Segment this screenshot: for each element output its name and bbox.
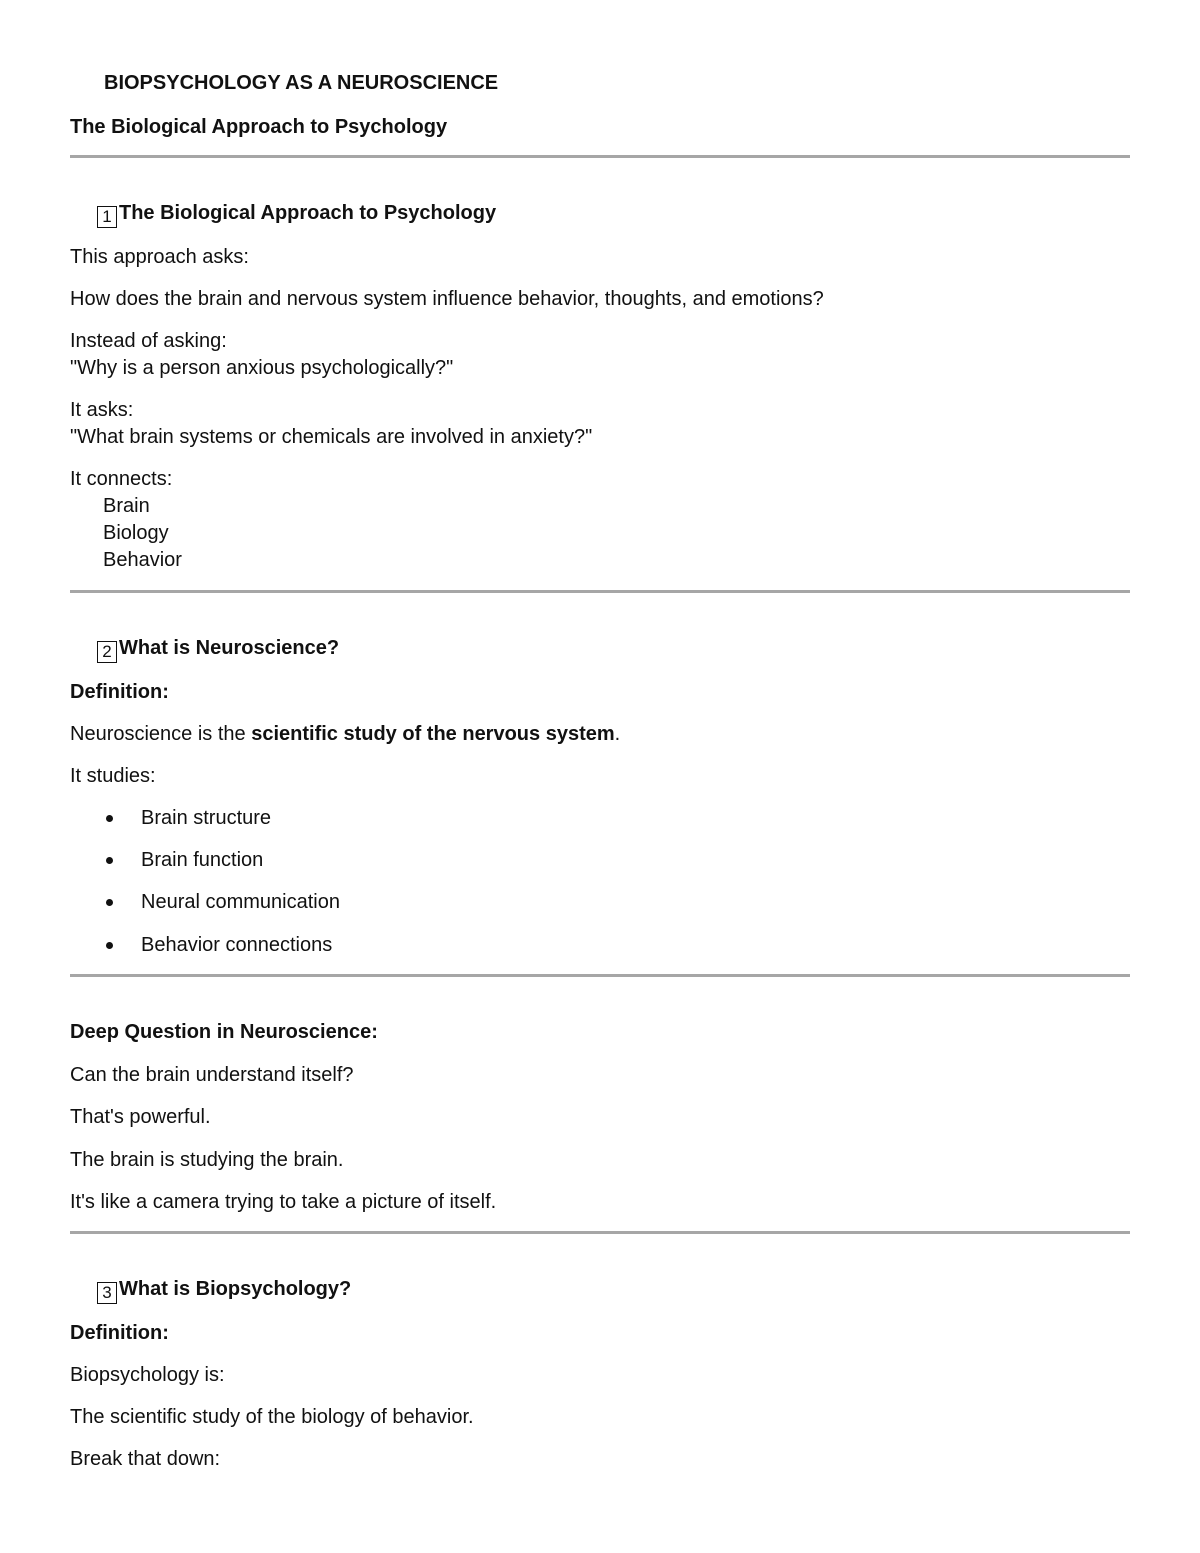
section-number-badge: 3 (97, 1282, 117, 1304)
list-item: Brain function (141, 849, 264, 871)
list-item: Brain (103, 495, 150, 517)
paragraph: It studies: (70, 765, 156, 787)
paragraph: The brain is studying the brain. (70, 1149, 344, 1171)
paragraph: Break that down: (70, 1448, 221, 1470)
list-item: Behavior (103, 549, 182, 571)
paragraph: Can the brain understand itself? (70, 1064, 354, 1086)
paragraph: "What brain systems or chemicals are involved in anxiety?" (70, 426, 593, 448)
divider (70, 590, 1130, 593)
section-heading-text: What is Biopsychology? (119, 1278, 352, 1300)
paragraph: This approach asks: (70, 246, 249, 268)
document-subtitle: The Biological Approach to Psychology (70, 116, 448, 138)
definition-suffix: . (614, 723, 621, 745)
paragraph: It asks: (70, 399, 134, 421)
bullet-icon (106, 815, 113, 822)
definition-text (70, 722, 620, 746)
divider (70, 155, 1130, 158)
list-item: Behavior connections (141, 934, 333, 956)
list-item: Biology (103, 522, 169, 544)
deep-question-heading: Deep Question in Neuroscience: (70, 1021, 378, 1043)
list-item: Brain structure (141, 807, 272, 829)
definition-label: Definition: (70, 1322, 169, 1344)
section-number-badge: 1 (97, 206, 117, 228)
section-3-heading (97, 1277, 351, 1304)
paragraph: It's like a camera trying to take a picture of itself. (70, 1191, 497, 1213)
list-item: Neural communication (141, 891, 340, 913)
paragraph: That's powerful. (70, 1106, 211, 1128)
paragraph: The scientific study of the biology of behavior. (70, 1406, 474, 1428)
paragraph: It connects: (70, 468, 173, 490)
paragraph: Biopsychology is: (70, 1364, 225, 1386)
paragraph: How does the brain and nervous system influence behavior, thoughts, and emotions? (70, 288, 824, 310)
definition-prefix: Neuroscience is the (70, 723, 252, 745)
section-1-heading (97, 201, 496, 228)
definition-label: Definition: (70, 681, 169, 703)
section-heading-text: The Biological Approach to Psychology (119, 202, 497, 224)
document-title: BIOPSYCHOLOGY AS A NEUROSCIENCE (104, 72, 499, 94)
section-number-badge: 2 (97, 641, 117, 663)
section-heading-text: What is Neuroscience? (119, 637, 340, 659)
bullet-icon (106, 857, 113, 864)
paragraph: Instead of asking: (70, 330, 227, 352)
paragraph: "Why is a person anxious psychologically?" (70, 357, 454, 379)
definition-bold: scientific study of the nervous system (251, 723, 615, 745)
divider (70, 1231, 1130, 1234)
section-2-heading (97, 636, 339, 663)
bullet-icon (106, 942, 113, 949)
divider (70, 974, 1130, 977)
bullet-icon (106, 899, 113, 906)
